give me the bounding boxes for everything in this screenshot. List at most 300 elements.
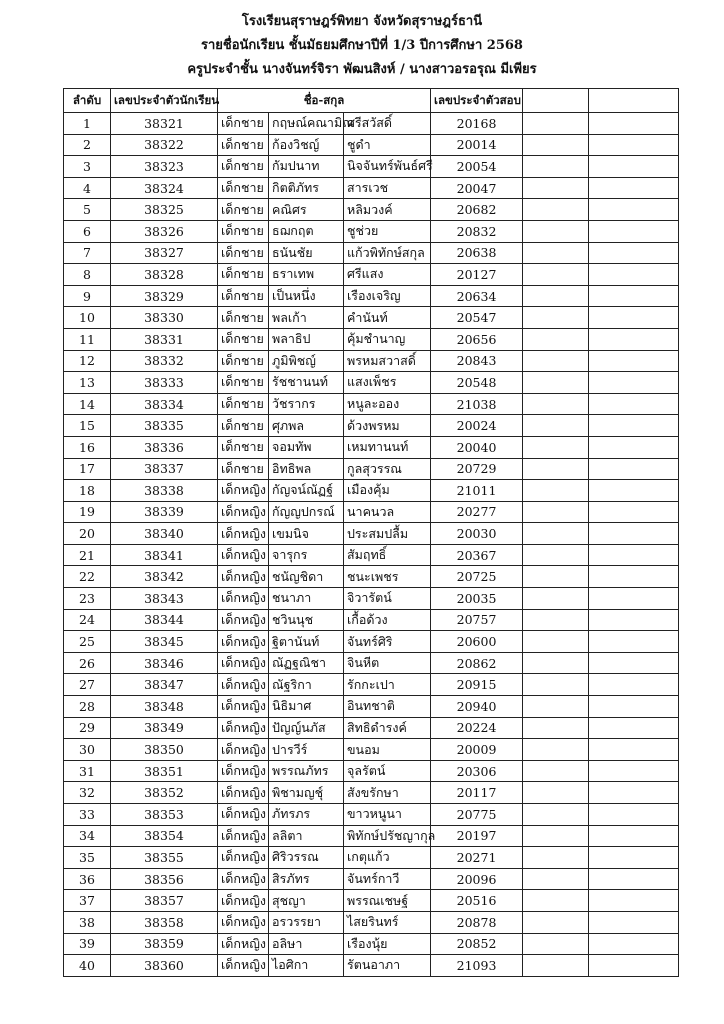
- cell-student-id: 38336: [111, 436, 218, 458]
- cell-exam-id: 20030: [431, 523, 523, 545]
- cell-prefix: เด็กหญิง: [218, 804, 269, 826]
- cell-last-name: ไสยรินทร์: [344, 911, 431, 933]
- cell-prefix: เด็กหญิง: [218, 609, 269, 631]
- cell-prefix: เด็กหญิง: [218, 523, 269, 545]
- table-row: [64, 696, 679, 718]
- cell-blank: [589, 739, 679, 761]
- cell-first-name: จารุกร: [269, 544, 344, 566]
- cell-student-id: 38341: [111, 544, 218, 566]
- cell-blank: [589, 328, 679, 350]
- cell-blank: [523, 609, 589, 631]
- cell-blank: [523, 890, 589, 912]
- cell-exam-id: 20852: [431, 933, 523, 955]
- cell-last-name: ชนะเพชร: [344, 566, 431, 588]
- cell-blank: [523, 739, 589, 761]
- cell-blank: [523, 717, 589, 739]
- cell-prefix: เด็กหญิง: [218, 717, 269, 739]
- cell-blank: [523, 804, 589, 826]
- homeroom-teachers: ครูประจำชั้น นางจันทร์จิรา พัฒนสิงห์ / นางสาวอรอรุณ มีเพียร: [187, 62, 537, 77]
- cell-blank: [589, 911, 679, 933]
- table-row: [64, 264, 679, 286]
- cell-prefix: เด็กชาย: [218, 199, 269, 221]
- table-row: [64, 544, 679, 566]
- cell-first-name: คณิศร: [269, 199, 344, 221]
- table-row: [64, 220, 679, 242]
- cell-no: 20: [64, 523, 111, 545]
- cell-blank: [589, 285, 679, 307]
- col-header-blank-1: [523, 89, 589, 113]
- cell-last-name: เหมทานนท์: [344, 436, 431, 458]
- cell-blank: [523, 523, 589, 545]
- cell-exam-id: 20014: [431, 134, 523, 156]
- cell-prefix: เด็กชาย: [218, 134, 269, 156]
- cell-last-name: ศรีสวัสดิ์: [344, 113, 431, 135]
- cell-no: 16: [64, 436, 111, 458]
- cell-prefix: เด็กชาย: [218, 264, 269, 286]
- cell-blank: [523, 134, 589, 156]
- cell-blank: [523, 652, 589, 674]
- cell-last-name: สารเวช: [344, 177, 431, 199]
- table-row: [64, 415, 679, 437]
- cell-exam-id: 20168: [431, 113, 523, 135]
- cell-exam-id: 20548: [431, 372, 523, 394]
- table-row: [64, 177, 679, 199]
- cell-blank: [523, 544, 589, 566]
- cell-first-name: เป็นหนึ่ง: [269, 285, 344, 307]
- cell-exam-id: 20009: [431, 739, 523, 761]
- cell-exam-id: 20638: [431, 242, 523, 264]
- cell-student-id: 38333: [111, 372, 218, 394]
- cell-exam-id: 20040: [431, 436, 523, 458]
- cell-student-id: 38340: [111, 523, 218, 545]
- table-row: [64, 890, 679, 912]
- cell-student-id: 38325: [111, 199, 218, 221]
- cell-blank: [589, 134, 679, 156]
- cell-no: 22: [64, 566, 111, 588]
- cell-blank: [589, 566, 679, 588]
- cell-no: 29: [64, 717, 111, 739]
- cell-exam-id: 20516: [431, 890, 523, 912]
- cell-blank: [589, 372, 679, 394]
- cell-prefix: เด็กหญิง: [218, 501, 269, 523]
- cell-blank: [589, 415, 679, 437]
- cell-no: 6: [64, 220, 111, 242]
- cell-first-name: พรรณภัทร: [269, 760, 344, 782]
- cell-last-name: จันทร์ศิริ: [344, 631, 431, 653]
- cell-last-name: พิทักษ์ปรัชญากุล: [344, 825, 431, 847]
- cell-no: 36: [64, 868, 111, 890]
- cell-last-name: แก้วพิทักษ์สกุล: [344, 242, 431, 264]
- table-row: [64, 739, 679, 761]
- cell-last-name: หนูละออง: [344, 393, 431, 415]
- cell-no: 8: [64, 264, 111, 286]
- cell-first-name: ณัฐริกา: [269, 674, 344, 696]
- cell-first-name: อรวรรยา: [269, 911, 344, 933]
- cell-student-id: 38354: [111, 825, 218, 847]
- school-title: โรงเรียนสุราษฎร์พิทยา จังหวัดสุราษฎร์ธานี: [241, 14, 483, 29]
- cell-blank: [523, 955, 589, 977]
- cell-student-id: 38338: [111, 480, 218, 502]
- cell-blank: [589, 113, 679, 135]
- cell-no: 15: [64, 415, 111, 437]
- cell-last-name: ชูดำ: [344, 134, 431, 156]
- col-header-name: ชื่อ-สกุล: [218, 89, 431, 113]
- cell-last-name: จุลรัตน์: [344, 760, 431, 782]
- cell-student-id: 38344: [111, 609, 218, 631]
- cell-student-id: 38350: [111, 739, 218, 761]
- cell-exam-id: 20306: [431, 760, 523, 782]
- table-row: [64, 372, 679, 394]
- cell-exam-id: 20224: [431, 717, 523, 739]
- cell-no: 24: [64, 609, 111, 631]
- cell-prefix: เด็กหญิง: [218, 652, 269, 674]
- cell-last-name: จันทร์กาวี: [344, 868, 431, 890]
- col-header-exam-id: เลขประจำตัวสอบ: [431, 89, 523, 113]
- cell-first-name: ก้องวิชญ์: [269, 134, 344, 156]
- cell-no: 2: [64, 134, 111, 156]
- cell-blank: [589, 890, 679, 912]
- cell-no: 27: [64, 674, 111, 696]
- cell-no: 30: [64, 739, 111, 761]
- cell-exam-id: 20915: [431, 674, 523, 696]
- cell-prefix: เด็กชาย: [218, 156, 269, 178]
- cell-blank: [523, 588, 589, 610]
- cell-prefix: เด็กหญิง: [218, 566, 269, 588]
- table-row: [64, 285, 679, 307]
- cell-blank: [589, 264, 679, 286]
- cell-student-id: 38348: [111, 696, 218, 718]
- cell-exam-id: 20832: [431, 220, 523, 242]
- cell-blank: [589, 588, 679, 610]
- table-row: [64, 609, 679, 631]
- cell-student-id: 38332: [111, 350, 218, 372]
- cell-exam-id: 20277: [431, 501, 523, 523]
- cell-prefix: เด็กหญิง: [218, 890, 269, 912]
- cell-student-id: 38352: [111, 782, 218, 804]
- cell-student-id: 38324: [111, 177, 218, 199]
- cell-last-name: ชูช่วย: [344, 220, 431, 242]
- cell-prefix: เด็กชาย: [218, 242, 269, 264]
- cell-last-name: กูลสุวรรณ: [344, 458, 431, 480]
- cell-no: 33: [64, 804, 111, 826]
- cell-no: 31: [64, 760, 111, 782]
- cell-no: 23: [64, 588, 111, 610]
- cell-no: 28: [64, 696, 111, 718]
- cell-prefix: เด็กหญิง: [218, 739, 269, 761]
- cell-prefix: เด็กหญิง: [218, 480, 269, 502]
- cell-student-id: 38360: [111, 955, 218, 977]
- cell-prefix: เด็กชาย: [218, 285, 269, 307]
- cell-first-name: กฤษณ์คณามิณ: [269, 113, 344, 135]
- cell-no: 17: [64, 458, 111, 480]
- cell-exam-id: 21038: [431, 393, 523, 415]
- cell-exam-id: 20547: [431, 307, 523, 329]
- cell-first-name: ชนัญชิดา: [269, 566, 344, 588]
- cell-exam-id: 20035: [431, 588, 523, 610]
- cell-first-name: ธฌกฤต: [269, 220, 344, 242]
- cell-prefix: เด็กชาย: [218, 328, 269, 350]
- cell-first-name: วัชรากร: [269, 393, 344, 415]
- cell-first-name: สุชญา: [269, 890, 344, 912]
- table-row: [64, 436, 679, 458]
- cell-exam-id: 20725: [431, 566, 523, 588]
- cell-prefix: เด็กชาย: [218, 436, 269, 458]
- cell-last-name: เมืองคุ้ม: [344, 480, 431, 502]
- table-row: [64, 307, 679, 329]
- cell-student-id: 38347: [111, 674, 218, 696]
- cell-student-id: 38323: [111, 156, 218, 178]
- cell-last-name: รัตนอาภา: [344, 955, 431, 977]
- cell-first-name: ปารวีร์: [269, 739, 344, 761]
- cell-first-name: อลิษา: [269, 933, 344, 955]
- table-row: [64, 501, 679, 523]
- cell-student-id: 38343: [111, 588, 218, 610]
- cell-blank: [523, 760, 589, 782]
- cell-blank: [523, 868, 589, 890]
- cell-blank: [523, 480, 589, 502]
- cell-blank: [523, 415, 589, 437]
- cell-last-name: คำนันท์: [344, 307, 431, 329]
- cell-blank: [523, 501, 589, 523]
- cell-first-name: กัญจน์ณัฏฐ์: [269, 480, 344, 502]
- cell-blank: [523, 307, 589, 329]
- cell-exam-id: 20843: [431, 350, 523, 372]
- cell-student-id: 38346: [111, 652, 218, 674]
- cell-first-name: กัมปนาท: [269, 156, 344, 178]
- cell-blank: [589, 609, 679, 631]
- cell-exam-id: 20600: [431, 631, 523, 653]
- cell-first-name: พลเก้า: [269, 307, 344, 329]
- cell-blank: [523, 825, 589, 847]
- cell-last-name: คุ้มชำนาญ: [344, 328, 431, 350]
- cell-student-id: 38326: [111, 220, 218, 242]
- cell-last-name: พรรณเชษฐ์: [344, 890, 431, 912]
- cell-last-name: อินทชาติ: [344, 696, 431, 718]
- cell-blank: [589, 393, 679, 415]
- cell-last-name: ขนอม: [344, 739, 431, 761]
- cell-last-name: พรหมสวาสดิ์: [344, 350, 431, 372]
- table-row: [64, 134, 679, 156]
- cell-blank: [589, 501, 679, 523]
- cell-last-name: จินหีต: [344, 652, 431, 674]
- cell-first-name: ธนันชัย: [269, 242, 344, 264]
- cell-student-id: 38356: [111, 868, 218, 890]
- cell-last-name: เรืองเจริญ: [344, 285, 431, 307]
- cell-prefix: เด็กชาย: [218, 113, 269, 135]
- cell-blank: [589, 523, 679, 545]
- cell-last-name: เกตุแก้ว: [344, 847, 431, 869]
- cell-blank: [523, 328, 589, 350]
- cell-blank: [523, 631, 589, 653]
- cell-last-name: เกื้อด้วง: [344, 609, 431, 631]
- cell-prefix: เด็กหญิง: [218, 782, 269, 804]
- table-row: [64, 199, 679, 221]
- cell-exam-id: 21011: [431, 480, 523, 502]
- cell-blank: [523, 264, 589, 286]
- cell-student-id: 38339: [111, 501, 218, 523]
- cell-prefix: เด็กหญิง: [218, 955, 269, 977]
- cell-blank: [523, 393, 589, 415]
- table-row: [64, 760, 679, 782]
- cell-prefix: เด็กหญิง: [218, 544, 269, 566]
- cell-prefix: เด็กชาย: [218, 350, 269, 372]
- cell-prefix: เด็กหญิง: [218, 825, 269, 847]
- cell-prefix: เด็กหญิง: [218, 696, 269, 718]
- cell-first-name: ณัฏฐณิชา: [269, 652, 344, 674]
- cell-no: 32: [64, 782, 111, 804]
- cell-blank: [523, 177, 589, 199]
- table-row: [64, 868, 679, 890]
- table-row: [64, 911, 679, 933]
- cell-exam-id: 20656: [431, 328, 523, 350]
- cell-blank: [589, 631, 679, 653]
- cell-blank: [589, 458, 679, 480]
- cell-prefix: เด็กชาย: [218, 177, 269, 199]
- cell-blank: [589, 933, 679, 955]
- cell-exam-id: 20862: [431, 652, 523, 674]
- cell-prefix: เด็กหญิง: [218, 911, 269, 933]
- cell-blank: [589, 717, 679, 739]
- cell-prefix: เด็กหญิง: [218, 933, 269, 955]
- cell-blank: [589, 177, 679, 199]
- table-row: [64, 393, 679, 415]
- cell-exam-id: 20096: [431, 868, 523, 890]
- cell-first-name: ไอศิกา: [269, 955, 344, 977]
- cell-first-name: ฐิตานันท์: [269, 631, 344, 653]
- table-header-row: [64, 89, 679, 113]
- cell-no: 7: [64, 242, 111, 264]
- table-row: [64, 350, 679, 372]
- cell-blank: [589, 847, 679, 869]
- cell-exam-id: 20024: [431, 415, 523, 437]
- cell-prefix: เด็กหญิง: [218, 868, 269, 890]
- cell-blank: [523, 372, 589, 394]
- cell-blank: [589, 804, 679, 826]
- cell-first-name: ชนาภา: [269, 588, 344, 610]
- cell-blank: [523, 782, 589, 804]
- cell-last-name: รักกะเปา: [344, 674, 431, 696]
- cell-blank: [589, 868, 679, 890]
- cell-student-id: 38330: [111, 307, 218, 329]
- table-row: [64, 480, 679, 502]
- cell-no: 39: [64, 933, 111, 955]
- cell-first-name: สิรภัทร: [269, 868, 344, 890]
- cell-last-name: สังขรักษา: [344, 782, 431, 804]
- cell-prefix: เด็กชาย: [218, 393, 269, 415]
- cell-no: 25: [64, 631, 111, 653]
- cell-last-name: จิวารัตน์: [344, 588, 431, 610]
- cell-last-name: นาคนวล: [344, 501, 431, 523]
- cell-last-name: ศรีแสง: [344, 264, 431, 286]
- cell-prefix: เด็กหญิง: [218, 631, 269, 653]
- cell-exam-id: 21093: [431, 955, 523, 977]
- cell-first-name: อิทธิพล: [269, 458, 344, 480]
- cell-blank: [523, 696, 589, 718]
- table-row: [64, 328, 679, 350]
- cell-no: 34: [64, 825, 111, 847]
- cell-blank: [523, 350, 589, 372]
- cell-student-id: 38345: [111, 631, 218, 653]
- cell-first-name: ศุภพล: [269, 415, 344, 437]
- cell-first-name: กิตติภัทร: [269, 177, 344, 199]
- table-row: [64, 825, 679, 847]
- cell-blank: [589, 242, 679, 264]
- cell-prefix: เด็กชาย: [218, 307, 269, 329]
- cell-student-id: 38334: [111, 393, 218, 415]
- cell-last-name: ด้วงพรหม: [344, 415, 431, 437]
- cell-last-name: นิจจันทร์พันธ์ศรี: [344, 156, 431, 178]
- cell-blank: [523, 242, 589, 264]
- cell-student-id: 38359: [111, 933, 218, 955]
- cell-no: 37: [64, 890, 111, 912]
- cell-first-name: รัชชานนท์: [269, 372, 344, 394]
- cell-last-name: หลิมวงค์: [344, 199, 431, 221]
- table-row: [64, 782, 679, 804]
- cell-blank: [523, 911, 589, 933]
- cell-last-name: ประสมปลื้ม: [344, 523, 431, 545]
- table-row: [64, 631, 679, 653]
- cell-blank: [589, 156, 679, 178]
- cell-blank: [523, 156, 589, 178]
- cell-no: 40: [64, 955, 111, 977]
- cell-blank: [589, 696, 679, 718]
- cell-prefix: เด็กชาย: [218, 372, 269, 394]
- table-row: [64, 804, 679, 826]
- col-header-blank-2: [589, 89, 679, 113]
- cell-no: 1: [64, 113, 111, 135]
- cell-blank: [589, 350, 679, 372]
- cell-student-id: 38342: [111, 566, 218, 588]
- table-row: [64, 523, 679, 545]
- cell-no: 9: [64, 285, 111, 307]
- cell-first-name: ภูมิพิชญ์: [269, 350, 344, 372]
- cell-last-name: แสงเพ็ชร: [344, 372, 431, 394]
- table-row: [64, 955, 679, 977]
- cell-prefix: เด็กหญิง: [218, 674, 269, 696]
- cell-exam-id: 20757: [431, 609, 523, 631]
- cell-first-name: พลาธิป: [269, 328, 344, 350]
- cell-no: 10: [64, 307, 111, 329]
- cell-no: 3: [64, 156, 111, 178]
- student-roster-table: [63, 88, 679, 977]
- cell-no: 21: [64, 544, 111, 566]
- cell-student-id: 38357: [111, 890, 218, 912]
- cell-exam-id: 20878: [431, 911, 523, 933]
- cell-student-id: 38337: [111, 458, 218, 480]
- cell-prefix: เด็กหญิง: [218, 760, 269, 782]
- cell-exam-id: 20271: [431, 847, 523, 869]
- cell-first-name: ลลิตา: [269, 825, 344, 847]
- cell-blank: [589, 307, 679, 329]
- cell-last-name: ขาวหนูนา: [344, 804, 431, 826]
- cell-blank: [589, 436, 679, 458]
- cell-first-name: กัญญปกรณ์: [269, 501, 344, 523]
- cell-first-name: ธราเทพ: [269, 264, 344, 286]
- cell-student-id: 38327: [111, 242, 218, 264]
- cell-blank: [523, 113, 589, 135]
- cell-student-id: 38328: [111, 264, 218, 286]
- cell-exam-id: 20367: [431, 544, 523, 566]
- cell-blank: [589, 199, 679, 221]
- cell-exam-id: 20197: [431, 825, 523, 847]
- cell-first-name: จอมทัพ: [269, 436, 344, 458]
- cell-blank: [589, 760, 679, 782]
- cell-student-id: 38355: [111, 847, 218, 869]
- cell-first-name: นิธิมาศ: [269, 696, 344, 718]
- table-row: [64, 566, 679, 588]
- table-row: [64, 458, 679, 480]
- cell-blank: [523, 436, 589, 458]
